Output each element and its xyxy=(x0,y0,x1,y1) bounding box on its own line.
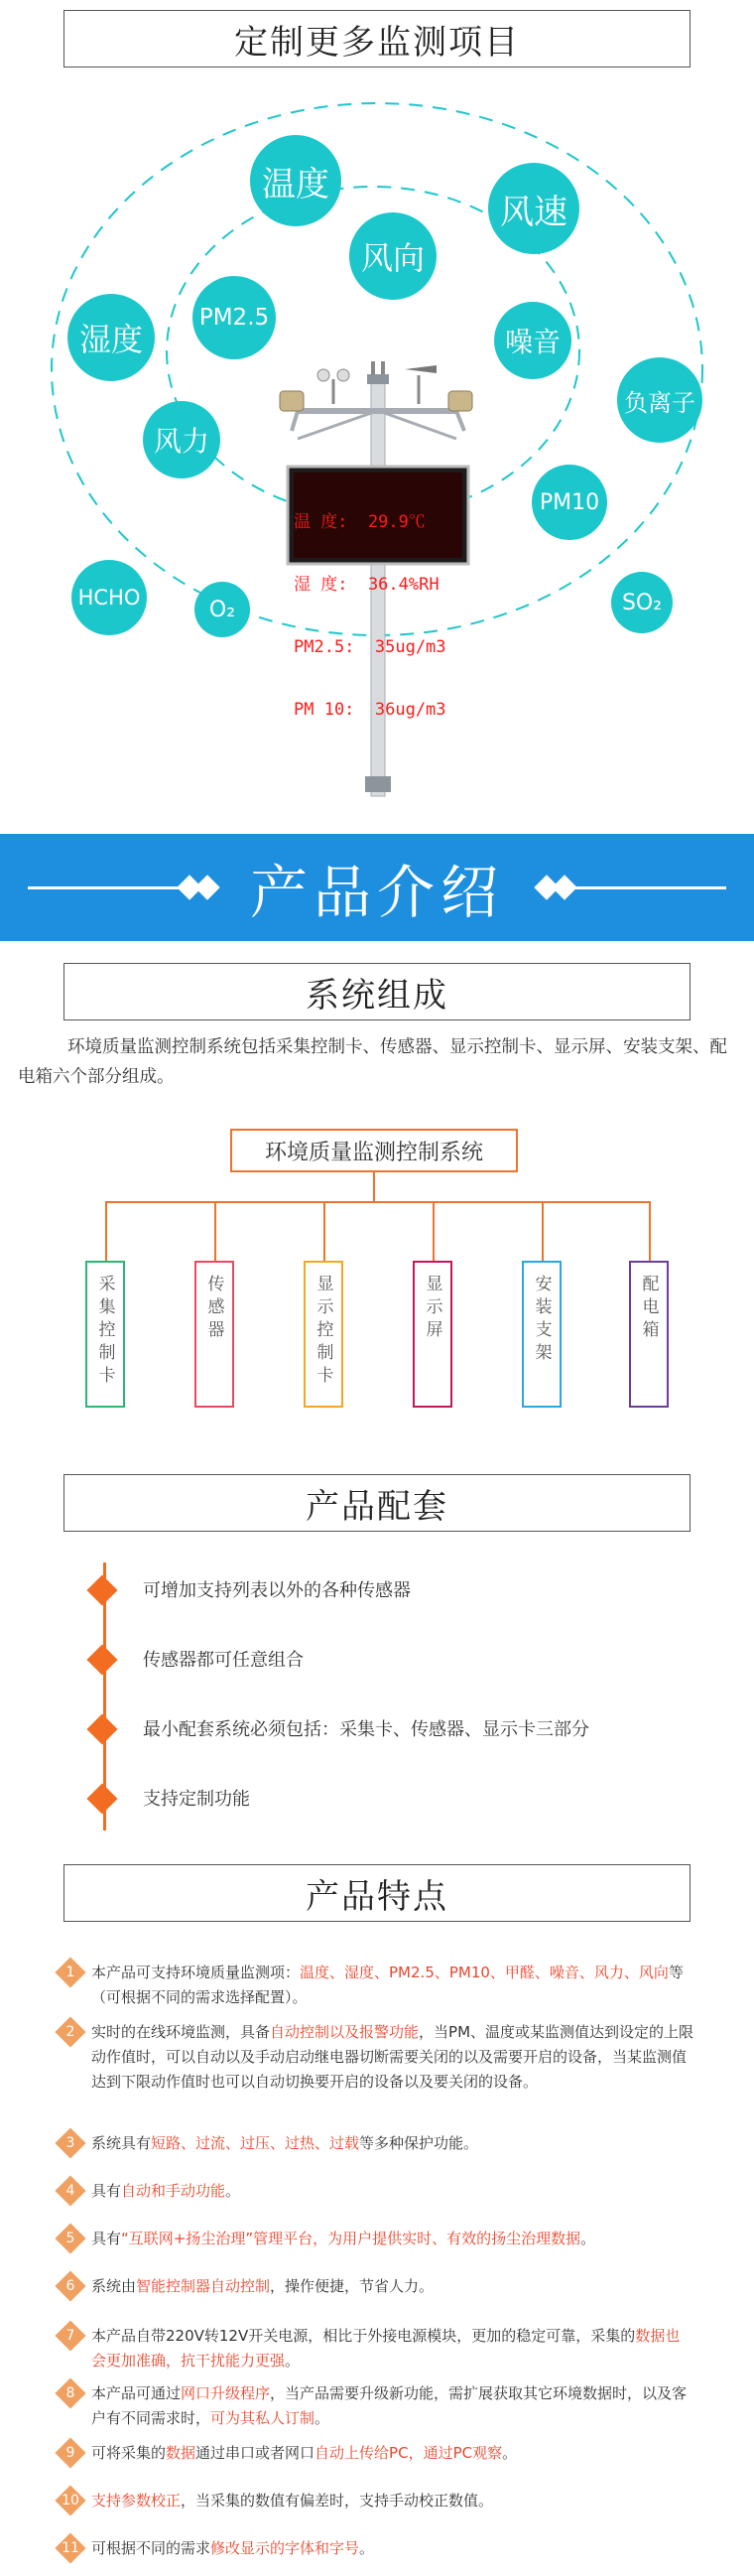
board-line-pm10: PM 10: 36ug/m3 xyxy=(294,700,446,720)
org-connector-4 xyxy=(433,1201,435,1261)
bubble-wind-force: 风力 xyxy=(143,401,220,478)
org-connector-5 xyxy=(542,1201,544,1261)
feature-number-5: 5 xyxy=(56,2224,85,2253)
bubble-negative-ion: 负离子 xyxy=(617,357,702,443)
product-intro-banner xyxy=(0,834,754,941)
bubble-pm25: PM2.5 xyxy=(192,276,276,359)
feature-number-7: 7 xyxy=(56,2321,85,2351)
feature-number-8: 8 xyxy=(56,2378,85,2408)
product-features-title xyxy=(63,1864,691,1922)
kit-bullet-icon xyxy=(86,1644,117,1675)
bubble-temperature: 温度 xyxy=(250,135,341,226)
feature-8: 本产品可通过网口升级程序，当产品需要升级新功能，需扩展获取其它环境数据时，以及客户有不同需求时，可为其私人订制。 xyxy=(91,2384,688,2427)
feature-number-6: 6 xyxy=(56,2271,85,2301)
kit-bullet-icon xyxy=(86,1713,117,1744)
feature-number-3: 3 xyxy=(56,2128,85,2158)
banner-line-right xyxy=(569,886,726,889)
org-connector-1 xyxy=(105,1201,107,1261)
feature-5: 具有“互联网+扬尘治理”管理平台，为用户提供实时、有效的扬尘治理数据。 xyxy=(91,2230,596,2247)
feature-number-1: 1 xyxy=(56,1958,85,1987)
bubble-noise: 噪音 xyxy=(494,302,571,379)
org-child-collector-label: 采集控制卡 xyxy=(94,1275,115,1389)
product-kit-title xyxy=(63,1474,691,1532)
feature-number-10: 10 xyxy=(56,2486,85,2515)
org-child-collector xyxy=(85,1261,125,1408)
feature-number-2: 2 xyxy=(56,2017,85,2047)
org-child-sensor-label: 传感器 xyxy=(203,1275,224,1343)
bubble-hcho: HCHO xyxy=(71,560,147,635)
feature-10: 支持参数校正，当采集的数值有偏差时，支持手动校正数值。 xyxy=(91,2492,494,2509)
org-child-sensor xyxy=(194,1261,234,1408)
banner-line-left xyxy=(28,886,187,889)
org-connector-3 xyxy=(323,1201,325,1261)
kit-item: 最小配套系统必须包括：采集卡、传感器、显示卡三部分 xyxy=(143,1719,589,1740)
custom-items-title-text: 定制更多监测项目 xyxy=(234,22,520,63)
kit-item: 传感器都可任意组合 xyxy=(143,1650,304,1671)
org-child-display-control xyxy=(304,1261,343,1408)
feature-1: 本产品可支持环境质量监测项：温度、湿度、PM2.5、PM10、甲醛、噪音、风力、风向等（可根据不同的需求选择配置）。 xyxy=(91,1964,684,2006)
feature-4: 具有自动和手动功能。 xyxy=(91,2182,241,2200)
bubble-wind-direction: 风向 xyxy=(349,212,437,300)
org-child-display-control-label: 显示控制卡 xyxy=(313,1275,333,1389)
kit-item: 支持定制功能 xyxy=(143,1789,250,1810)
system-intro-paragraph: 环境质量监测控制系统包括采集控制卡、传感器、显示控制卡、显示屏、安装支架、配电箱六个部分组成。 xyxy=(18,1037,727,1087)
org-child-display-screen xyxy=(413,1261,452,1408)
board-line-temperature: 温 度: 29.9℃ xyxy=(294,512,426,532)
org-connector-horizontal xyxy=(105,1201,651,1203)
banner-title: 产品介绍 xyxy=(249,859,504,926)
org-child-bracket-label: 安装支架 xyxy=(531,1275,552,1366)
feature-6: 系统由智能控制器自动控制，操作便捷，节省人力。 xyxy=(91,2277,435,2295)
product-kit-title-text: 产品配套 xyxy=(306,1486,448,1527)
org-child-distribution-box-label: 配电箱 xyxy=(638,1275,659,1343)
feature-number-9: 9 xyxy=(56,2438,85,2468)
feature-number-4: 4 xyxy=(56,2176,85,2206)
product-features-title-text: 产品特点 xyxy=(306,1876,448,1917)
feature-9: 可将采集的数据通过串口或者网口自动上传给PC，通过PC观察。 xyxy=(91,2444,518,2462)
org-connector-6 xyxy=(649,1201,651,1261)
bubble-o2: O₂ xyxy=(194,582,250,637)
feature-11: 可根据不同的需求修改显示的字体和字号。 xyxy=(91,2539,375,2557)
kit-bullet-icon xyxy=(86,1783,117,1814)
org-root: 环境质量监测控制系统 xyxy=(230,1129,518,1172)
org-child-display-screen-label: 显示屏 xyxy=(422,1275,442,1343)
display-board xyxy=(294,471,446,762)
kit-item: 可增加支持列表以外的各种传感器 xyxy=(143,1580,411,1601)
feature-7: 本产品自带220V转12V开关电源，相比于外接电源模块，更加的稳定可靠，采集的数据也会更加准确，抗干扰能力更强。 xyxy=(91,2327,681,2370)
feature-2: 实时的在线环境监测，具备自动控制以及报警功能，当PM、温度或某监测值达到设定的上限动作值时，可以自动以及手动启动继电器切断需要关闭的以及需要开启的设备，当某监测值达到下限动作值时也可以自动切换要开启的设备以及要关闭的设备。 xyxy=(91,2023,694,2091)
org-connector-vertical xyxy=(373,1172,375,1202)
bubble-wind-speed: 风速 xyxy=(488,163,579,254)
monitoring-diagram xyxy=(0,81,754,836)
bubble-so2: SO₂ xyxy=(611,572,673,633)
system-composition-title-text: 系统组成 xyxy=(306,975,448,1016)
board-line-humidity: 湿 度: 36.4%RH xyxy=(294,575,440,595)
custom-items-title xyxy=(63,10,691,68)
board-line-pm25: PM2.5: 35ug/m3 xyxy=(294,637,446,657)
feature-number-11: 11 xyxy=(56,2533,85,2563)
bubble-pm10: PM10 xyxy=(532,465,607,540)
org-connector-2 xyxy=(214,1201,216,1261)
org-child-distribution-box xyxy=(629,1261,669,1408)
kit-bullet-icon xyxy=(86,1574,117,1605)
bubble-humidity: 湿度 xyxy=(67,294,155,381)
org-child-bracket xyxy=(522,1261,562,1408)
system-composition-title xyxy=(63,963,691,1020)
feature-3: 系统具有短路、过流、过压、过热、过载等多种保护功能。 xyxy=(91,2134,479,2152)
